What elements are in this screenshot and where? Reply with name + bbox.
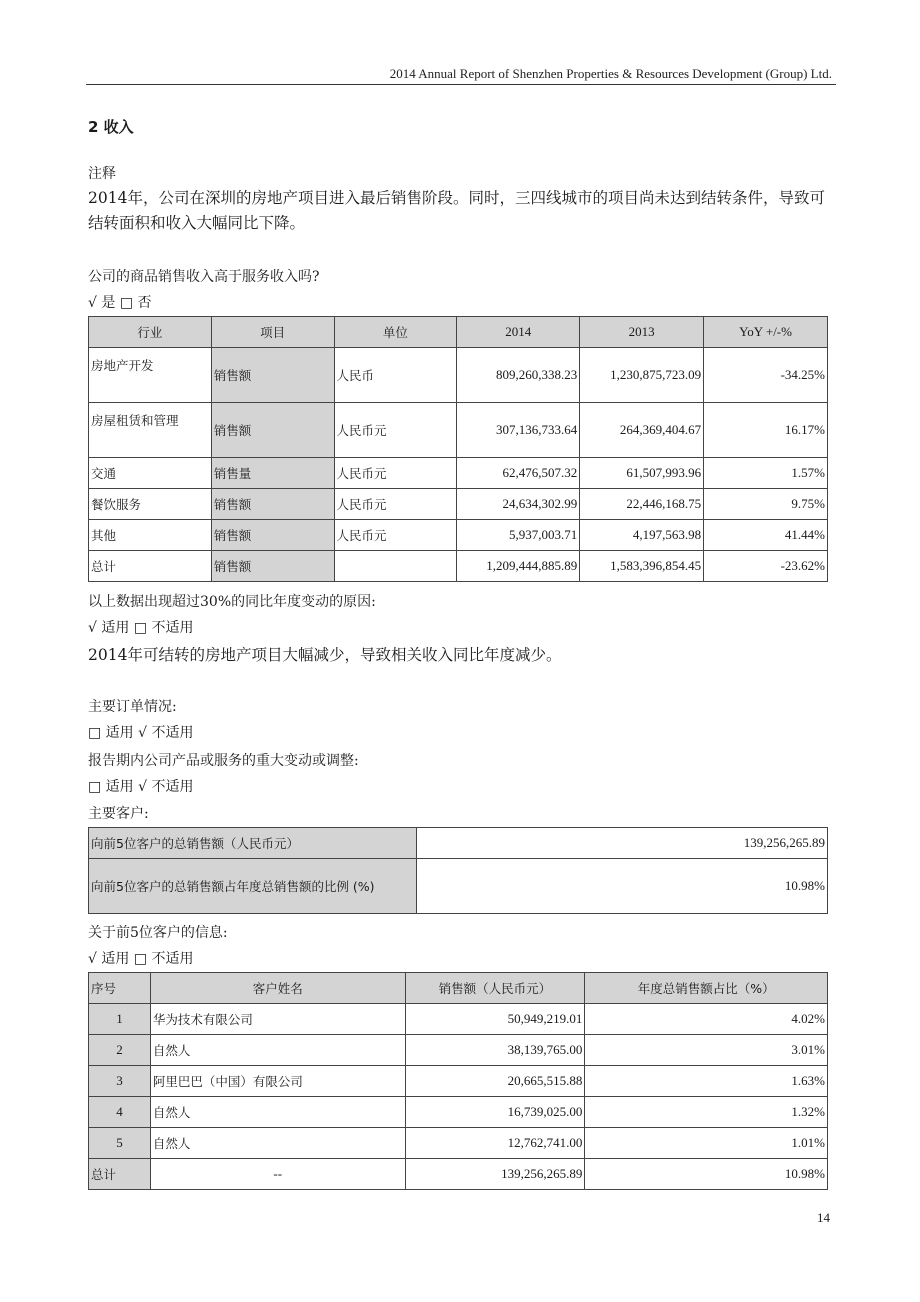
q6-answer: √ 适用 □ 不适用 (88, 951, 194, 967)
item-cell: 销售额 (211, 348, 334, 403)
q1-answer: √ 是 □ 否 (88, 295, 152, 311)
share-cell: 1.01% (585, 1128, 828, 1159)
yoy-cell: -34.25% (704, 348, 828, 403)
value-2013-cell: 264,369,404.67 (580, 403, 704, 458)
yoy-cell: -23.62% (704, 551, 828, 582)
value-2014-cell: 809,260,338.23 (457, 348, 580, 403)
customer-name-cell: 华为技术有限公司 (150, 1004, 405, 1035)
unit-cell: 人民币 (334, 348, 457, 403)
q5-question: 主要客户: (88, 806, 149, 822)
col-2013: 2013 (580, 317, 704, 348)
value-2013-cell: 22,446,168.75 (580, 489, 704, 520)
unit-cell: 人民币元 (334, 520, 457, 551)
customer-summary-table (88, 827, 828, 914)
seq-cell: 5 (89, 1128, 151, 1159)
col-sales: 销售额（人民币元） (405, 973, 585, 1004)
sales-cell: 38,139,765.00 (405, 1035, 585, 1066)
seq-cell: 1 (89, 1004, 151, 1035)
col-customer-name: 客户姓名 (150, 973, 405, 1004)
item-cell: 销售额 (211, 403, 334, 458)
yoy-cell: 41.44% (704, 520, 828, 551)
summary-label-cell: 向前5位客户的总销售额占年度总销售额的比例 (%) (89, 859, 417, 914)
item-cell: 销售量 (211, 458, 334, 489)
value-2014-cell: 62,476,507.32 (457, 458, 580, 489)
yoy-cell: 9.75% (704, 489, 828, 520)
industry-cell: 其他 (89, 520, 212, 551)
q2-question: 以上数据出现超过30%的同比年度变动的原因: (88, 594, 376, 610)
col-unit: 单位 (334, 317, 457, 348)
customer-table (88, 972, 828, 1190)
seq-cell: 2 (89, 1035, 151, 1066)
q4-question: 报告期内公司产品或服务的重大变动或调整: (88, 753, 359, 769)
share-cell: 3.01% (585, 1035, 828, 1066)
customer-name-cell: -- (150, 1159, 405, 1190)
value-2013-cell: 1,230,875,723.09 (580, 348, 704, 403)
note-label: 注释 (88, 166, 116, 182)
col-yoy: YoY +/-% (704, 317, 828, 348)
value-2014-cell: 1,209,444,885.89 (457, 551, 580, 582)
table-row (89, 1066, 828, 1097)
table-row (89, 520, 828, 551)
unit-cell: 人民币元 (334, 458, 457, 489)
sales-cell: 20,665,515.88 (405, 1066, 585, 1097)
section-title: 2 收入 (88, 118, 134, 136)
customer-name-cell: 自然人 (150, 1097, 405, 1128)
col-industry: 行业 (89, 317, 212, 348)
item-cell: 销售额 (211, 520, 334, 551)
revenue-table-header (89, 317, 828, 348)
share-cell: 1.63% (585, 1066, 828, 1097)
value-2014-cell: 5,937,003.71 (457, 520, 580, 551)
table-row (89, 489, 828, 520)
table-row-total (89, 551, 828, 582)
table-row (89, 1128, 828, 1159)
table-row (89, 348, 828, 403)
value-2014-cell: 307,136,733.64 (457, 403, 580, 458)
table-row (89, 828, 828, 859)
q2-explanation: 2014年可结转的房地产项目大幅减少，导致相关收入同比年度减少。 (88, 646, 562, 664)
share-cell: 4.02% (585, 1004, 828, 1035)
industry-cell: 总计 (89, 551, 212, 582)
q2-answer: √ 适用 □ 不适用 (88, 620, 194, 636)
customer-table-header (89, 973, 828, 1004)
share-cell: 1.32% (585, 1097, 828, 1128)
revenue-table (88, 316, 828, 582)
table-row (89, 458, 828, 489)
table-row (89, 403, 828, 458)
industry-cell: 餐饮服务 (89, 489, 212, 520)
header-rule (86, 84, 836, 85)
table-row-total (89, 1159, 828, 1190)
table-row (89, 1097, 828, 1128)
sales-cell: 139,256,265.89 (405, 1159, 585, 1190)
industry-cell: 交通 (89, 458, 212, 489)
item-cell: 销售额 (211, 489, 334, 520)
seq-cell: 总计 (89, 1159, 151, 1190)
summary-value-cell: 139,256,265.89 (416, 828, 827, 859)
summary-value-cell: 10.98% (416, 859, 827, 914)
seq-cell: 3 (89, 1066, 151, 1097)
summary-label-cell: 向前5位客户的总销售额（人民币元） (89, 828, 417, 859)
col-share: 年度总销售额占比（%） (585, 973, 828, 1004)
sales-cell: 50,949,219.01 (405, 1004, 585, 1035)
col-seq: 序号 (89, 973, 151, 1004)
customer-name-cell: 自然人 (150, 1128, 405, 1159)
q6-question: 关于前5位客户的信息: (88, 925, 228, 941)
q3-answer: □ 适用 √ 不适用 (88, 725, 194, 741)
item-cell: 销售额 (211, 551, 334, 582)
note-text: 2014年，公司在深圳的房地产项目进入最后销售阶段。同时，三四线城市的项目尚未达到结转条件，导致可结转面积和收入大幅同比下降。 (88, 189, 825, 232)
value-2013-cell: 1,583,396,854.45 (580, 551, 704, 582)
q1-question: 公司的商品销售收入高于服务收入吗? (88, 269, 320, 285)
table-row (89, 1004, 828, 1035)
yoy-cell: 1.57% (704, 458, 828, 489)
col-item: 项目 (211, 317, 334, 348)
value-2013-cell: 61,507,993.96 (580, 458, 704, 489)
report-header-title: 2014 Annual Report of Shenzhen Properties & Resources Development (Group) Ltd. (389, 66, 832, 81)
industry-cell: 房地产开发 (89, 348, 212, 403)
customer-name-cell: 阿里巴巴（中国）有限公司 (150, 1066, 405, 1097)
q3-question: 主要订单情况: (88, 699, 177, 715)
q4-answer: □ 适用 √ 不适用 (88, 779, 194, 795)
seq-cell: 4 (89, 1097, 151, 1128)
unit-cell: 人民币元 (334, 403, 457, 458)
yoy-cell: 16.17% (704, 403, 828, 458)
sales-cell: 16,739,025.00 (405, 1097, 585, 1128)
share-cell: 10.98% (585, 1159, 828, 1190)
unit-cell: 人民币元 (334, 489, 457, 520)
value-2014-cell: 24,634,302.99 (457, 489, 580, 520)
page-number: 14 (817, 1210, 830, 1225)
value-2013-cell: 4,197,563.98 (580, 520, 704, 551)
col-2014: 2014 (457, 317, 580, 348)
industry-cell: 房屋租赁和管理 (89, 403, 212, 458)
unit-cell (334, 551, 457, 582)
table-row (89, 859, 828, 914)
sales-cell: 12,762,741.00 (405, 1128, 585, 1159)
table-row (89, 1035, 828, 1066)
customer-name-cell: 自然人 (150, 1035, 405, 1066)
